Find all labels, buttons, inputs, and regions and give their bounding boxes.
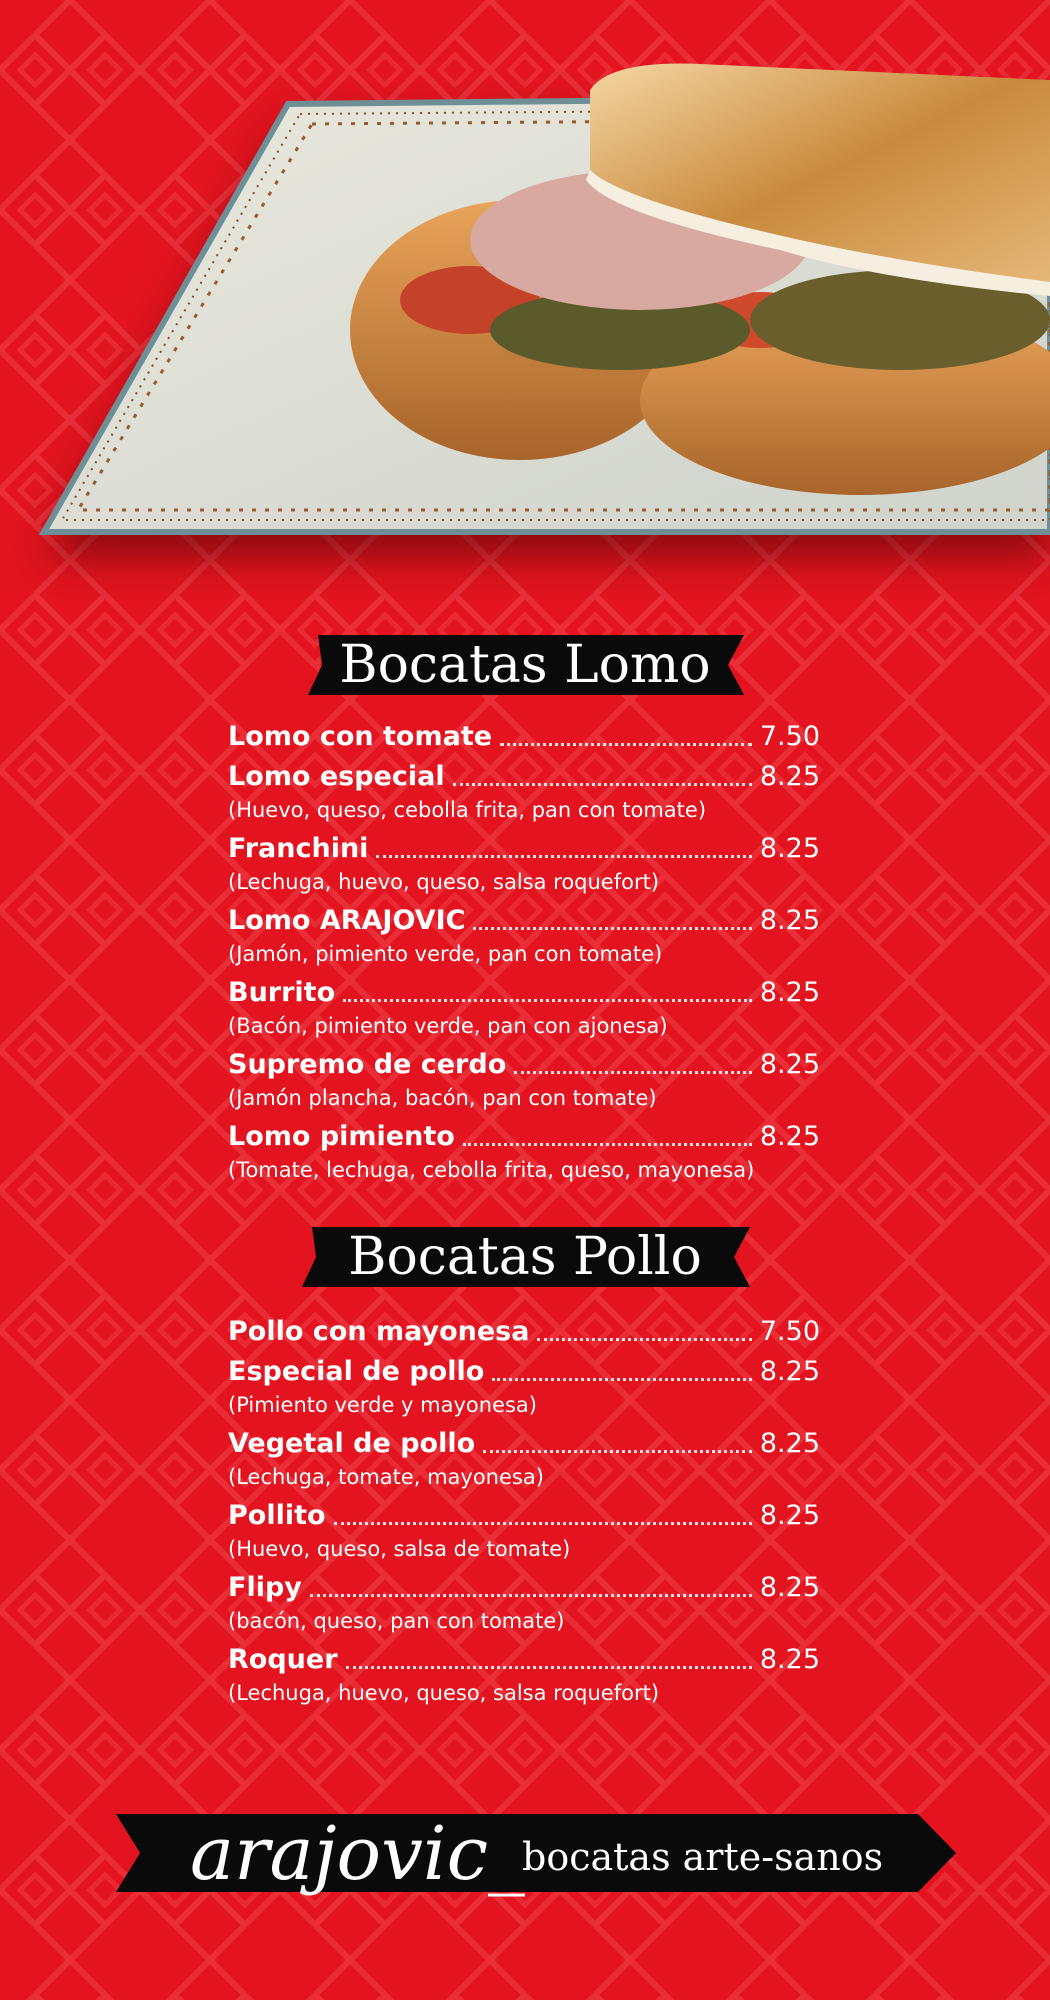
section-banner-pollo	[0, 1222, 1050, 1292]
section-title: Bocatas Lomo	[339, 635, 711, 695]
menu-item	[228, 1496, 820, 1566]
dot-leader	[514, 1069, 752, 1074]
dot-leader	[310, 1592, 752, 1597]
brand-tagline: bocatas arte-sanos	[522, 1835, 884, 1879]
menu-item	[228, 1568, 820, 1638]
section-title: Bocatas Pollo	[348, 1227, 702, 1287]
item-price: 8.25	[759, 977, 820, 1008]
item-description: (Tomate, lechuga, cebolla frita, queso, mayonesa)	[228, 1158, 755, 1182]
menu-item	[228, 1424, 820, 1494]
item-price: 8.25	[759, 1644, 820, 1675]
item-name: Flipy	[228, 1572, 302, 1603]
sandwich-photo	[0, 0, 1050, 600]
dot-leader	[463, 1141, 752, 1146]
item-name: Especial de pollo	[228, 1356, 485, 1387]
dot-leader	[343, 997, 752, 1002]
menu-item	[228, 1045, 820, 1115]
item-price: 7.50	[759, 721, 820, 752]
item-price: 8.25	[759, 833, 820, 864]
item-name: Lomo pimiento	[228, 1121, 455, 1152]
menu-item	[228, 901, 820, 971]
item-price: 8.25	[759, 1500, 820, 1531]
item-description: (Lechuga, huevo, queso, salsa roquefort)	[228, 1681, 660, 1705]
item-price: 7.50	[759, 1316, 820, 1347]
dot-leader	[492, 1376, 752, 1381]
item-description: (Pimiento verde y mayonesa)	[228, 1393, 537, 1417]
menu-item	[228, 973, 820, 1043]
item-description: (bacón, queso, pan con tomate)	[228, 1609, 565, 1633]
item-name: Franchini	[228, 833, 369, 864]
dot-leader	[346, 1664, 752, 1669]
item-name: Lomo ARAJOVIC	[228, 905, 466, 936]
item-description: (Huevo, queso, cebolla frita, pan con tomate)	[228, 798, 707, 822]
item-description: (Lechuga, huevo, queso, salsa roquefort)	[228, 870, 660, 894]
item-name: Roquer	[228, 1644, 338, 1675]
item-name: Supremo de cerdo	[228, 1049, 507, 1080]
item-name: Lomo con tomate	[228, 721, 493, 752]
item-price: 8.25	[759, 761, 820, 792]
menu-item	[228, 757, 820, 827]
menu-item	[228, 1312, 820, 1352]
dot-leader	[473, 925, 751, 930]
item-name: Lomo especial	[228, 761, 445, 792]
menu-item	[228, 829, 820, 899]
item-description: (Bacón, pimiento verde, pan con ajonesa)	[228, 1014, 668, 1038]
item-description: (Jamón plancha, bacón, pan con tomate)	[228, 1086, 657, 1110]
item-description: (Huevo, queso, salsa de tomate)	[228, 1537, 571, 1561]
item-price: 8.25	[759, 1049, 820, 1080]
item-name: Burrito	[228, 977, 336, 1008]
item-price: 8.25	[759, 1572, 820, 1603]
brand-footer	[0, 1808, 1050, 1898]
menu-list-pollo	[228, 1312, 820, 1712]
item-name: Pollo con mayonesa	[228, 1316, 530, 1347]
item-price: 8.25	[759, 1428, 820, 1459]
menu-item	[228, 1352, 820, 1422]
item-price: 8.25	[759, 1121, 820, 1152]
item-description: (Lechuga, tomate, mayonesa)	[228, 1465, 544, 1489]
item-price: 8.25	[759, 905, 820, 936]
dot-leader	[376, 853, 751, 858]
menu-item	[228, 717, 820, 757]
brand-logo: arajovic_	[190, 1811, 526, 1897]
dot-leader	[334, 1520, 752, 1525]
item-price: 8.25	[759, 1356, 820, 1387]
item-description: (Jamón, pimiento verde, pan con tomate)	[228, 942, 663, 966]
dot-leader	[453, 781, 752, 786]
dot-leader	[500, 741, 752, 746]
section-banner-lomo	[0, 630, 1050, 700]
dot-leader	[483, 1448, 752, 1453]
menu-item	[228, 1640, 820, 1710]
menu-list-lomo	[228, 717, 820, 1189]
menu-item	[228, 1117, 820, 1187]
item-name: Pollito	[228, 1500, 326, 1531]
item-name: Vegetal de pollo	[228, 1428, 476, 1459]
dot-leader	[537, 1336, 751, 1341]
